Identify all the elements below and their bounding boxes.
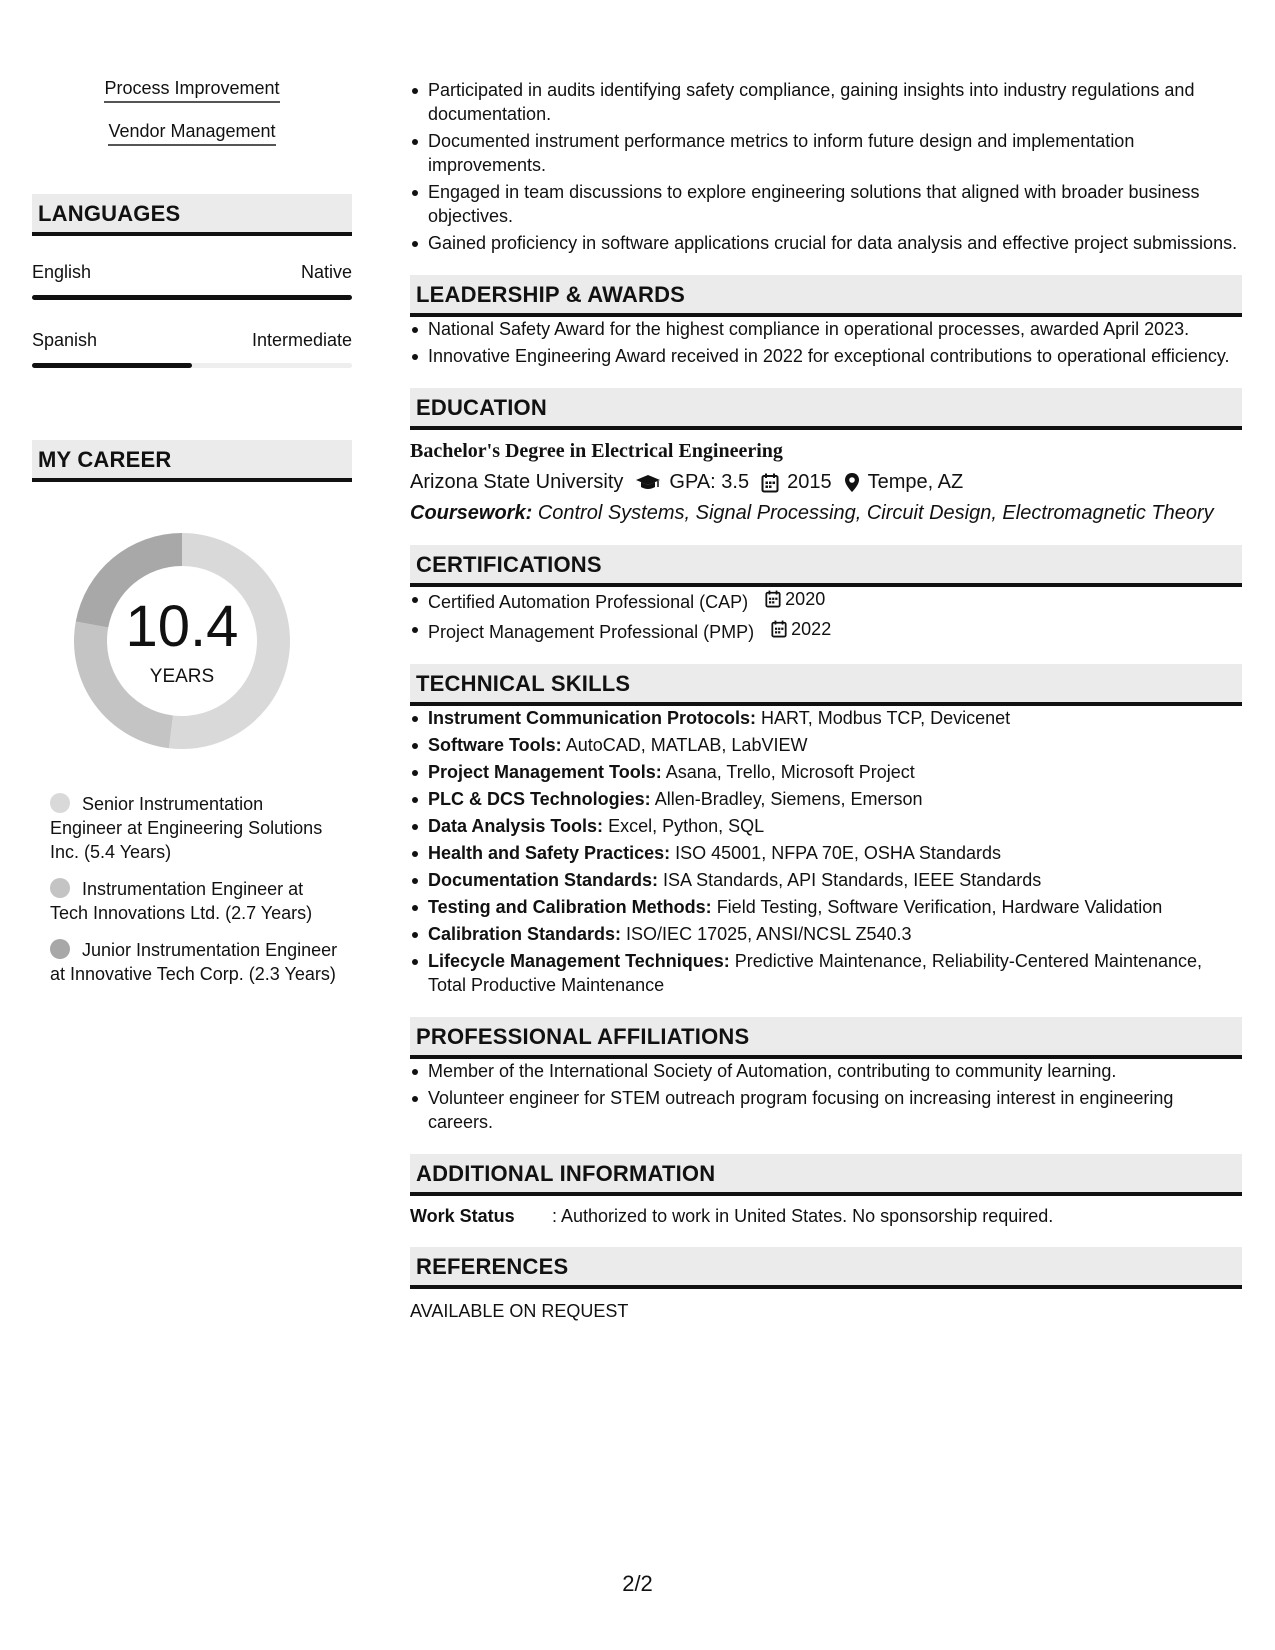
work-status-row bbox=[410, 1206, 1242, 1227]
affiliations-section bbox=[410, 1017, 1242, 1134]
language-proficiency-fill bbox=[32, 363, 192, 368]
list-item bbox=[428, 787, 1242, 811]
career-role-label: Junior Instrumentation Engineer at Innovative Tech Corp. (2.3 Years) bbox=[50, 940, 338, 984]
certifications-heading: CERTIFICATIONS bbox=[410, 545, 1242, 587]
left-column bbox=[32, 78, 352, 999]
certification-name: Certified Automation Professional (CAP) bbox=[428, 592, 749, 612]
calendar-icon bbox=[765, 590, 781, 608]
language-item bbox=[32, 262, 352, 300]
graduation-cap-icon bbox=[635, 474, 661, 492]
education-heading: EDUCATION bbox=[410, 388, 1242, 430]
skill-category: Calibration Standards: bbox=[428, 924, 622, 944]
career-legend-item bbox=[50, 877, 340, 925]
skill-values: ISO/IEC 17025, ANSI/NCSL Z540.3 bbox=[626, 924, 912, 944]
list-item: Participated in audits identifying safety compliance, gaining insights into industry regulations and documentation. bbox=[428, 78, 1242, 126]
skill-values: Field Testing, Software Verification, Hardware Validation bbox=[716, 897, 1163, 917]
references-section bbox=[410, 1247, 1242, 1322]
education-details bbox=[410, 471, 1242, 494]
calendar-icon bbox=[761, 473, 779, 493]
career-legend-item bbox=[50, 792, 340, 864]
list-item: Volunteer engineer for STEM outreach program focusing on increasing interest in engineering careers. bbox=[428, 1086, 1242, 1134]
gpa: GPA: 3.5 bbox=[669, 471, 750, 493]
list-item bbox=[428, 949, 1242, 997]
certification-year: 2020 bbox=[785, 589, 826, 609]
calendar-icon bbox=[771, 620, 787, 638]
graduation-year: 2015 bbox=[787, 471, 832, 493]
work-status-label: Work Status bbox=[410, 1206, 515, 1226]
career-role-label: Instrumentation Engineer at Tech Innovations Ltd. (2.7 Years) bbox=[50, 879, 313, 923]
work-status-value: : Authorized to work in United States. No sponsorship required. bbox=[552, 1206, 1054, 1226]
right-column bbox=[410, 78, 1242, 1322]
skill-values: Asana, Trello, Microsoft Project bbox=[665, 762, 915, 782]
school-name: Arizona State University bbox=[410, 471, 624, 493]
language-item bbox=[32, 330, 352, 368]
legend-dot-icon bbox=[50, 878, 70, 898]
certification-year: 2022 bbox=[791, 619, 832, 639]
skill-category: Health and Safety Practices: bbox=[428, 843, 671, 863]
career-legend bbox=[50, 792, 340, 986]
skill-category: Testing and Calibration Methods: bbox=[428, 897, 712, 917]
awards-heading: LEADERSHIP & AWARDS bbox=[410, 275, 1242, 317]
skill-category: Instrument Communication Protocols: bbox=[428, 708, 757, 728]
coursework bbox=[410, 502, 1242, 525]
skill-values: Excel, Python, SQL bbox=[608, 816, 765, 836]
list-item bbox=[428, 922, 1242, 946]
page-number: 2/2 bbox=[622, 1571, 653, 1596]
list-item bbox=[428, 733, 1242, 757]
coursework-label: Coursework: bbox=[410, 502, 533, 524]
languages-heading: LANGUAGES bbox=[32, 194, 352, 236]
list-item bbox=[428, 841, 1242, 865]
career-total-unit: YEARS bbox=[149, 666, 215, 687]
awards-section bbox=[410, 275, 1242, 368]
language-proficiency-bar bbox=[32, 363, 352, 368]
list-item bbox=[428, 814, 1242, 838]
skill-tag bbox=[32, 121, 352, 146]
location-pin-icon bbox=[844, 472, 860, 493]
certifications-section bbox=[410, 545, 1242, 644]
skill-values: ISO 45001, NFPA 70E, OSHA Standards bbox=[675, 843, 1001, 863]
language-name: Spanish bbox=[32, 330, 98, 350]
skill-tag bbox=[32, 78, 352, 103]
additional-info-section bbox=[410, 1154, 1242, 1227]
list-item: Documented instrument performance metrics to inform future design and implementation improvements. bbox=[428, 129, 1242, 177]
additional-info-heading: ADDITIONAL INFORMATION bbox=[410, 1154, 1242, 1196]
list-item: National Safety Award for the highest compliance in operational processes, awarded April 2023. bbox=[428, 317, 1242, 341]
list-item bbox=[428, 706, 1242, 730]
skill-values: ISA Standards, API Standards, IEEE Standards bbox=[663, 870, 1042, 890]
career-total-years: 10.4 bbox=[125, 594, 239, 659]
list-item bbox=[428, 868, 1242, 892]
list-item: Engaged in team discussions to explore engineering solutions that aligned with broader business objectives. bbox=[428, 180, 1242, 228]
list-item: Innovative Engineering Award received in 2022 for exceptional contributions to operational efficiency. bbox=[428, 344, 1242, 368]
language-proficiency-bar bbox=[32, 295, 352, 300]
list-item bbox=[428, 760, 1242, 784]
technical-skills-heading: TECHNICAL SKILLS bbox=[410, 664, 1242, 706]
skill-values: HART, Modbus TCP, Devicenet bbox=[761, 708, 1011, 728]
career-legend-item bbox=[50, 938, 340, 986]
education-section bbox=[410, 388, 1242, 525]
references-text: AVAILABLE ON REQUEST bbox=[410, 1301, 629, 1321]
list-item bbox=[428, 895, 1242, 919]
career-heading: MY CAREER bbox=[32, 440, 352, 482]
skill-tag-label: Process Improvement bbox=[104, 78, 279, 103]
skill-category: Project Management Tools: bbox=[428, 762, 662, 782]
skill-values: Allen-Bradley, Siemens, Emerson bbox=[654, 789, 923, 809]
skill-category: Documentation Standards: bbox=[428, 870, 659, 890]
language-name: English bbox=[32, 262, 92, 282]
legend-dot-icon bbox=[50, 793, 70, 813]
references-heading: REFERENCES bbox=[410, 1247, 1242, 1289]
experience-bullets bbox=[410, 78, 1242, 255]
skill-category: PLC & DCS Technologies: bbox=[428, 789, 651, 809]
coursework-list: Control Systems, Signal Processing, Circuit Design, Electromagnetic Theory bbox=[537, 502, 1214, 524]
language-level: Intermediate bbox=[251, 330, 352, 350]
certification-name: Project Management Professional (PMP) bbox=[428, 622, 755, 642]
list-item: Member of the International Society of Automation, contributing to community learning. bbox=[428, 1059, 1242, 1083]
list-item: Gained proficiency in software applications crucial for data analysis and effective project submissions. bbox=[428, 231, 1242, 255]
list-item bbox=[428, 587, 1242, 614]
skill-category: Lifecycle Management Techniques: bbox=[428, 951, 730, 971]
school-location: Tempe, AZ bbox=[867, 471, 964, 493]
career-role-label: Senior Instrumentation Engineer at Engineering Solutions Inc. (5.4 Years) bbox=[50, 794, 323, 862]
skill-category: Software Tools: bbox=[428, 735, 562, 755]
language-level: Native bbox=[300, 262, 352, 282]
skill-category: Data Analysis Tools: bbox=[428, 816, 604, 836]
career-donut-chart bbox=[67, 526, 297, 756]
technical-skills-section bbox=[410, 664, 1242, 997]
language-proficiency-fill bbox=[32, 295, 352, 300]
legend-dot-icon bbox=[50, 939, 70, 959]
skill-tag-label: Vendor Management bbox=[108, 121, 275, 146]
list-item bbox=[428, 617, 1242, 644]
skill-values: AutoCAD, MATLAB, LabVIEW bbox=[565, 735, 808, 755]
affiliations-heading: PROFESSIONAL AFFILIATIONS bbox=[410, 1017, 1242, 1059]
skill-values: Predictive Maintenance, Reliability-Centered Maintenance, Total Productive Maintenance bbox=[428, 951, 1203, 995]
degree-title: Bachelor's Degree in Electrical Engineering bbox=[410, 440, 783, 462]
